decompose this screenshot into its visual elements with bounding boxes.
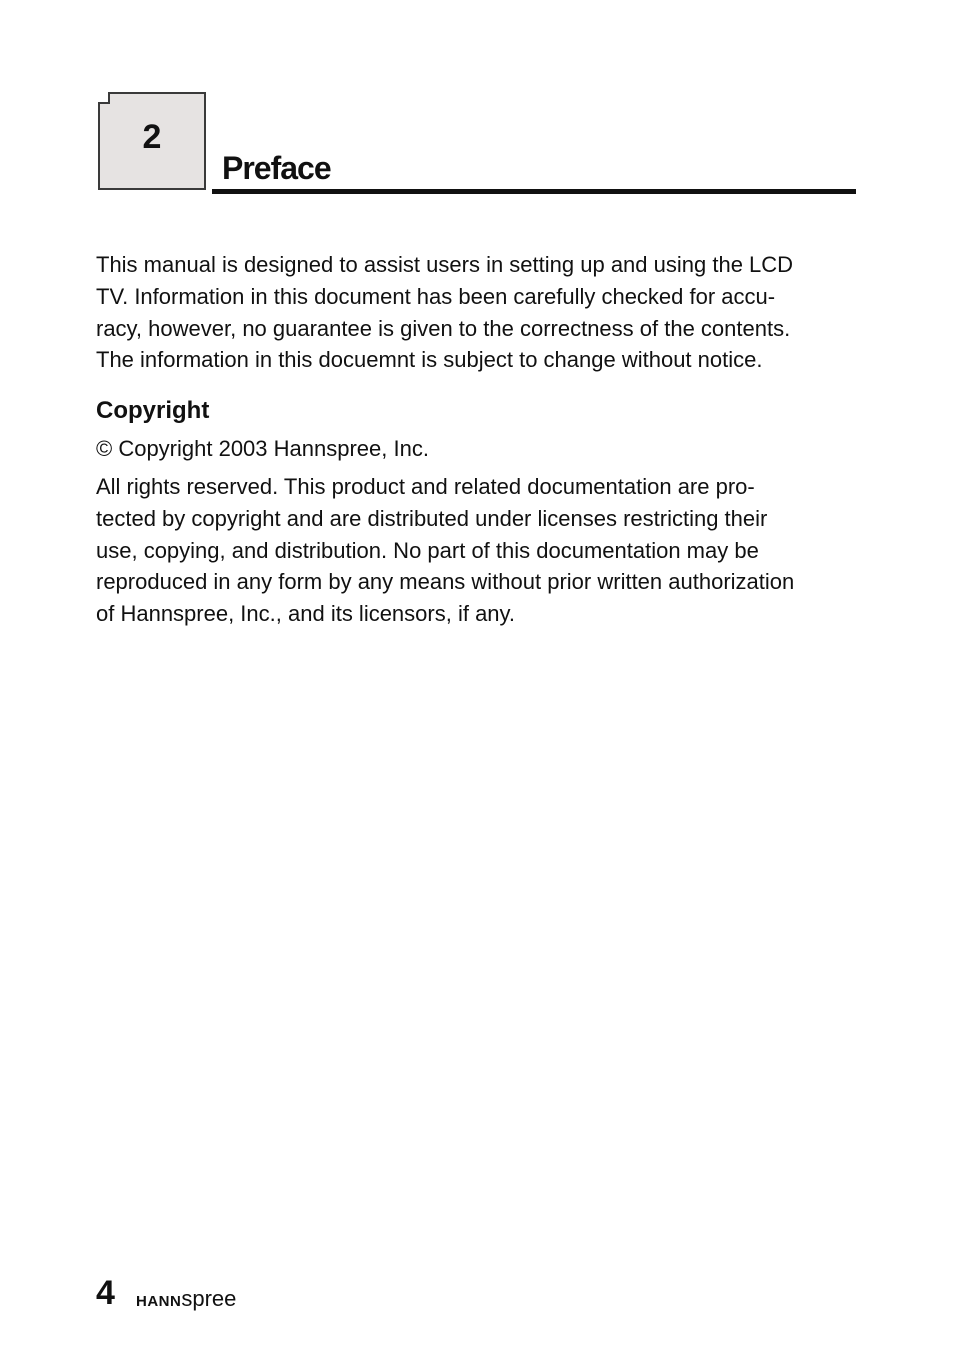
chapter-box-notch-edge: [98, 102, 110, 104]
intro-line: racy, however, no guarantee is given to the correctness of the contents.: [96, 315, 791, 341]
rights-paragraph: [96, 471, 866, 630]
rights-line: All rights reserved. This product and related documentation are pro-: [96, 474, 755, 499]
rights-line: reproduced in any form by any means without prior written authorization: [96, 569, 795, 595]
intro-line: The information in this docuemnt is subject to change without notice.: [96, 347, 763, 373]
copyright-heading: Copyright: [96, 397, 210, 424]
page-title: Preface: [222, 150, 331, 186]
intro-paragraph: [96, 249, 866, 376]
rights-line: tected by copyright and are distributed under licenses restricting their: [96, 505, 768, 531]
intro-line: This manual is designed to assist users in setting up and using the LCD: [96, 252, 794, 277]
page-number: 4: [96, 1274, 115, 1312]
brand-logo-bold: HANN: [136, 1293, 182, 1310]
intro-line: TV. Information in this document has been carefully checked for accu-: [96, 283, 776, 309]
brand-logo: [136, 1286, 236, 1312]
chapter-number: 2: [142, 118, 162, 156]
brand-logo-light: spree: [181, 1286, 237, 1311]
rights-line: of Hannspree, Inc., and its licensors, if any.: [96, 601, 516, 627]
copyright-notice: © Copyright 2003 Hannspree, Inc.: [96, 436, 429, 461]
rights-line: use, copying, and distribution. No part of this documentation may be: [96, 537, 759, 563]
title-underline: [212, 189, 856, 194]
chapter-number-box: [98, 92, 206, 190]
